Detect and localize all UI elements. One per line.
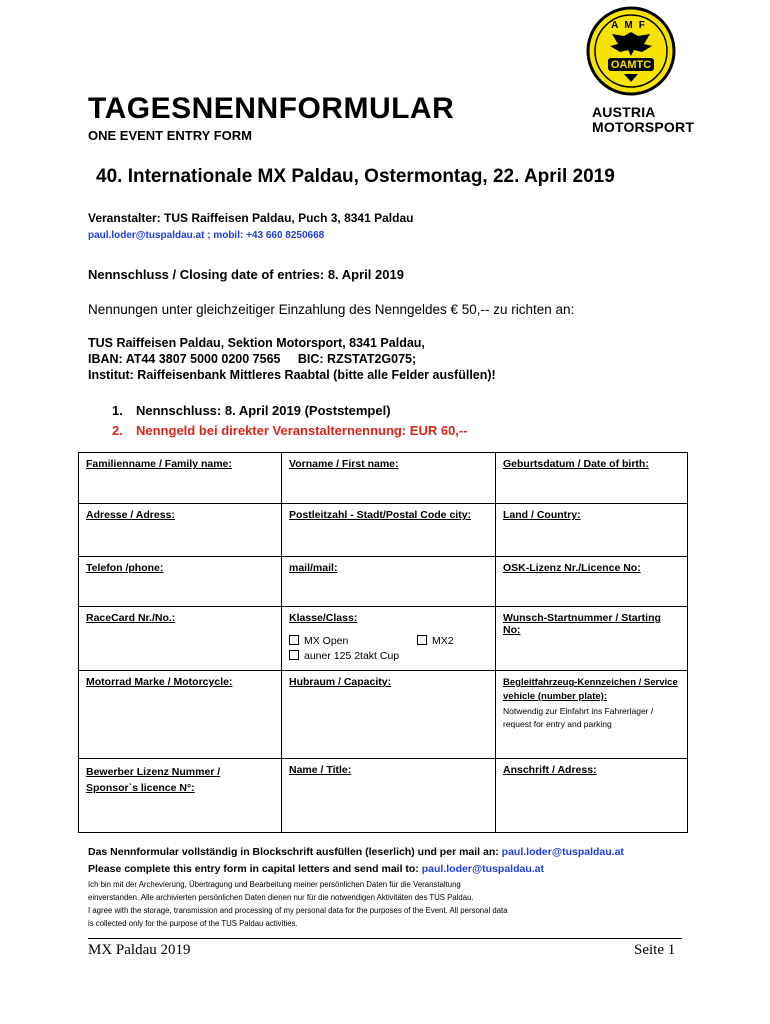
racecard-label: RaceCard Nr./No.: (86, 612, 176, 624)
bank-line-1: TUS Raiffeisen Paldau, Sektion Motorsport, 8341 Paldau, (88, 336, 425, 350)
logo-text: OAMTC (610, 59, 652, 71)
sponsor-address-field[interactable] (496, 759, 688, 833)
list-item-number: 2. (112, 423, 123, 438)
capacity-field[interactable] (282, 671, 496, 759)
class-field (282, 607, 496, 671)
page-title: TAGESNENNFORMULAR (88, 92, 455, 125)
postal-label: Postleitzahl - Stadt/Postal Code city: (289, 509, 472, 521)
bic: BIC: RZSTAT2G075; (297, 352, 417, 366)
iban: IBAN: AT44 3807 5000 0200 7565 (88, 352, 281, 366)
country-label: Land / Country: (503, 509, 581, 521)
service-vehicle-label: Begleitfahrzeug-Kennzeichen / Service vehicle (number plate): (503, 677, 678, 702)
list-item-text: Nennschluss: 8. April 2019 (Poststempel) (136, 403, 391, 418)
service-vehicle-note: Notwendig zur Einfahrt ins Fahrerlager / request for entry and parking (503, 706, 654, 729)
email-link[interactable]: paul.loder@tuspaldau.at (421, 863, 545, 875)
list-item-number: 1. (112, 403, 123, 418)
privacy-text-1: Ich bin mit der Archevierung, Übertragung und Bearbeitung meiner persönlichen Daten für die Veranstaltung (88, 880, 461, 889)
name-title-label: Name / Title: (289, 764, 352, 776)
postal-field[interactable] (282, 504, 496, 557)
motorcycle-field[interactable] (79, 671, 282, 759)
phone-field[interactable] (79, 557, 282, 607)
class-option-mx-open[interactable]: MX Open (289, 635, 348, 647)
page-number: Seite 1 (634, 942, 676, 958)
address-label: Adresse / Adress: (86, 509, 175, 521)
country-field[interactable] (496, 504, 688, 557)
dob-field[interactable] (496, 453, 688, 504)
first-name-field[interactable] (282, 453, 496, 504)
list-item (112, 423, 468, 438)
brand-line-1: AUSTRIA (592, 104, 656, 120)
privacy-text-2: einverstanden. Alle archivierten persönlichen Daten dienen nur für die notwendigen Aktivitäten des TUS Paldau. (88, 893, 474, 902)
email-link[interactable]: paul.loder@tuspaldau.at (501, 846, 624, 858)
sponsor-licence-field[interactable] (79, 759, 282, 833)
service-vehicle-field[interactable] (496, 671, 688, 759)
bank-iban-line (88, 352, 416, 366)
starting-no-label: Wunsch-Startnummer / Starting No: (503, 612, 661, 636)
page-subtitle: ONE EVENT ENTRY FORM (88, 128, 252, 143)
checkbox-icon (289, 635, 299, 645)
event-title: 40. Internationale MX Paldau, Ostermontag, 22. April 2019 (96, 166, 615, 187)
mail-field[interactable] (282, 557, 496, 607)
starting-no-field[interactable] (496, 607, 688, 671)
footer-divider (88, 938, 682, 939)
class-option-mx2[interactable]: MX2 (417, 635, 454, 647)
organizer: Veranstalter: TUS Raiffeisen Paldau, Puch 3, 8341 Paldau (88, 211, 414, 225)
capacity-label: Hubraum / Capacity: (289, 676, 392, 688)
mail-label: mail/mail: (289, 562, 338, 574)
oamtc-logo (584, 6, 678, 96)
phone-label: Telefon /phone: (86, 562, 164, 574)
bank-line-3: Institut: Raiffeisenbank Mittleres Raabtal (bitte alle Felder ausfüllen)! (88, 368, 496, 382)
dob-label: Geburtsdatum / Date of birth: (503, 458, 649, 470)
checkbox-icon (289, 650, 299, 660)
first-name-label: Vorname / First name: (289, 458, 399, 470)
list-item-text: Nenngeld bei direkter Veranstalternennung: EUR 60,-- (136, 423, 468, 438)
licence-label: OSK-Lizenz Nr./Licence No: (503, 562, 641, 574)
family-name-field[interactable] (79, 453, 282, 504)
footer-instruction-de: Das Nennformular vollständig in Blockschrift ausfüllen (leserlich) und per mail an: paul.loder@tuspaldau.at (88, 846, 624, 858)
class-option-auner-cup[interactable]: auner 125 2takt Cup (289, 650, 399, 662)
contact-info[interactable]: paul.loder@tuspaldau.at ; mobil: +43 660 8250668 (88, 230, 325, 241)
entry-form-table (78, 452, 688, 833)
motorcycle-label: Motorrad Marke / Motorcycle: (86, 676, 233, 688)
name-title-field[interactable] (282, 759, 496, 833)
class-label: Klasse/Class: (289, 612, 358, 624)
brand-line-2: MOTORSPORT (592, 119, 695, 135)
closing-date: Nennschluss / Closing date of entries: 8. April 2019 (88, 267, 404, 282)
footer-instruction-en: Please complete this entry form in capital letters and send mail to: paul.loder@tuspaldau.at (88, 863, 545, 875)
privacy-text-3: I agree with the storage, transmission and processing of my personal data for the purposes of the Event. All personal data (88, 906, 508, 915)
checkbox-icon (417, 635, 427, 645)
payment-intro: Nennungen unter gleichzeitiger Einzahlung des Nenngeldes € 50,-- zu richten an: (88, 302, 575, 317)
licence-field[interactable] (496, 557, 688, 607)
address-field[interactable] (79, 504, 282, 557)
list-item (112, 403, 391, 418)
family-name-label: Familienname / Family name: (86, 458, 232, 470)
sponsor-licence-label: Bewerber Lizenz Nummer / Sponsor`s licence N°: (86, 766, 221, 794)
logo-top-letters: AMF (611, 20, 651, 31)
racecard-field[interactable] (79, 607, 282, 671)
privacy-text-4: is collected only for the purpose of the TUS Paldau activities. (88, 919, 298, 928)
sponsor-address-label: Anschrift / Adress: (503, 764, 597, 776)
page-footer-left: MX Paldau 2019 (88, 942, 191, 958)
